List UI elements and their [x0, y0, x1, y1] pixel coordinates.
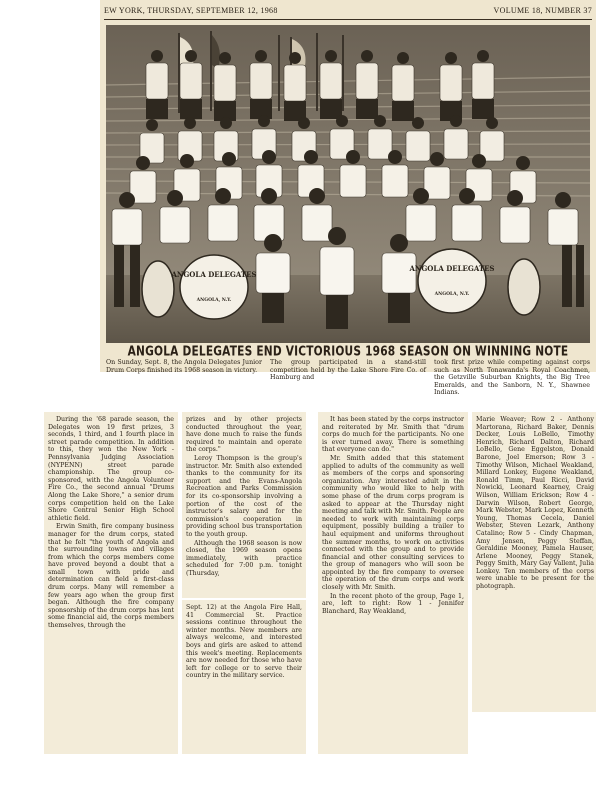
article-col-2b [186, 604, 302, 750]
article-col-2a-p3: Although the 1968 season is now closed, the 1969 season opens immediately, with practice scheduled for 7:00 p.m. tonight (Thursday, [186, 539, 302, 577]
group-photo [106, 25, 590, 343]
masthead-dateline: EW YORK, THURSDAY, SEPTEMBER 12, 1968 [104, 6, 278, 15]
caption-col-1: On Sunday, Sept. 8, the Angola Delegates Junior Drum Corps finished its 1968 season in victory. [106, 359, 262, 374]
article-col-2a-p1: prizes and by other projects conducted throughout the year, have done much to raise the funds required to maintain and operate the corps." [186, 416, 302, 454]
drum-label-right: ANGOLA DELEGATES [409, 264, 495, 273]
article-col-3-p1: It has been stated by the corps instructor and reiterated by Mr. Smith that "drum corps do much for the participants. No one is ever turned away. There is something that everyone can do." [322, 416, 464, 454]
article-col-1-p2: Erwin Smith, fire company business manager for the drum corps, stated that he felt "the youth of Angola and the surrounding towns and villages from which the corps members come have proved beyond a doubt that a small town with pride and determination can field a first-class drum corps. Many will remember a few years ago when the group first began. Although the fire company sponsorship of the drum corps has lent some financial aid, the corps members themselves, through the [48, 523, 174, 630]
article-col-4 [476, 416, 594, 708]
masthead-rule [104, 19, 592, 20]
headline: ANGOLA DELEGATES END VICTORIOUS 1968 SEASON ON WINNING NOTE [127, 344, 569, 359]
drum-sub-left: ANGOLA, N.Y. [196, 298, 232, 303]
article-col-3-p2: Mr. Smith added that this statement applied to adults of the community as well as members of the corps and sponsoring organization. Any interested adult in the community who would like to help with some phase of the drum corps program is asked to appear at the Thursday night meeting and talk with Mr. Smith. People are needed to work with maintaining corps equipment, possibly building a trailer to haul equipment and uniforms throughout the summer months, to work on activities connected with the group and to provide financial and other consulting services to the group of managers who will soon be appointed by the fire company to oversee the operation of the drum corps and work closely with Mr. Smith. [322, 454, 464, 592]
article-col-3 [322, 416, 464, 750]
masthead [104, 4, 592, 18]
caption-col-3: took first prize while competing against corps such as North Tonawanda's Royal Coachmen, the Getzville Suburban Knights, the Big Tree Emeralds, and the Sanborn, N. Y., Shawnee Indians. [434, 359, 590, 397]
drum-label-left: ANGOLA DELEGATES [171, 270, 257, 279]
masthead-volume: VOLUME 18, NUMBER 37 [493, 6, 592, 15]
drum-sub-right: ANGOLA, N.Y. [434, 292, 470, 297]
article-col-2a [186, 416, 302, 594]
article-col-1 [48, 416, 174, 750]
article-col-4-p1: Marie Weaver; Row 2 - Anthony Martorana, Richard Baker, Dennis Decker, Louis LoBello, Timothy Henrich, Richard Dalton, Richard LoBello, Gene Eggelston, Donald Barone, Joel Emerson; Row 3 - Timothy Wilson, Michael Weakland, Millard Lonkey, Eugene Weakland, Ronald Timm, Paul Ricci, David Nowicki, Leonard Kearney, Craig Wilson, William Erickson; Row 4 - Darwin Wilson, Robert George, Mark Webster, Mark Lopez, Kenneth Young, Thomas Cecela, Daniel Webster, Steven Lezark, Anthony Catalino; Row 5 - Cindy Chapman, Amy Jensen, Peggy Steffan, Geraldine Mooney, Pamela Hauser, Arlene Mooney, Peggy Stanek, Peggy Smith, Mary Gay Vallent, Julia Lonkey. Ten members of the corps were unable to be present for the photograph. [476, 416, 594, 591]
article-col-1-p1: During the '68 parade season, the Delegates won 19 first prizes, 3 seconds, 1 third, and 1 fourth place in street parade competition. In addition to this, they won the New York - Pennsylvania Judging Association (NYPENN) street parade championship. The group co-sponsored, with the Angola Volunteer Fire Co., the second annual "Drums Along the Lake Shore," a senior drum corps competition held on the Lake Shore Central Senior High School athletic field. [48, 416, 174, 522]
caption-col-2: The group participated in a stand-still competition held by the Lake Shore Fire Co. of Hamburg and [270, 359, 426, 382]
article-col-2b-p1: Sept. 12) at the Angola Fire Hall, 41 Commercial St. Practice sessions continue throughout the winter months. New members are always welcome, and interested boys and girls are asked to attend this week's meeting. Replacements are now needed for those who have left for college or to serve their country in the military service. [186, 604, 302, 680]
article-col-3-p3: In the recent photo of the group, Page 1, are, left to right: Row 1 - Jennifer Blanchard, Ray Weakland, [322, 592, 464, 615]
article-col-2a-p2: Leroy Thompson is the group's instructor. Mr. Smith also extended thanks to the community for its support and the Evans-Angola Recreation and Parks Commission for its co-sponsorship involving a portion of the cost of the instructor's salary and for the commission's cooperation in providing school bus transportation to the youth group. [186, 454, 302, 538]
